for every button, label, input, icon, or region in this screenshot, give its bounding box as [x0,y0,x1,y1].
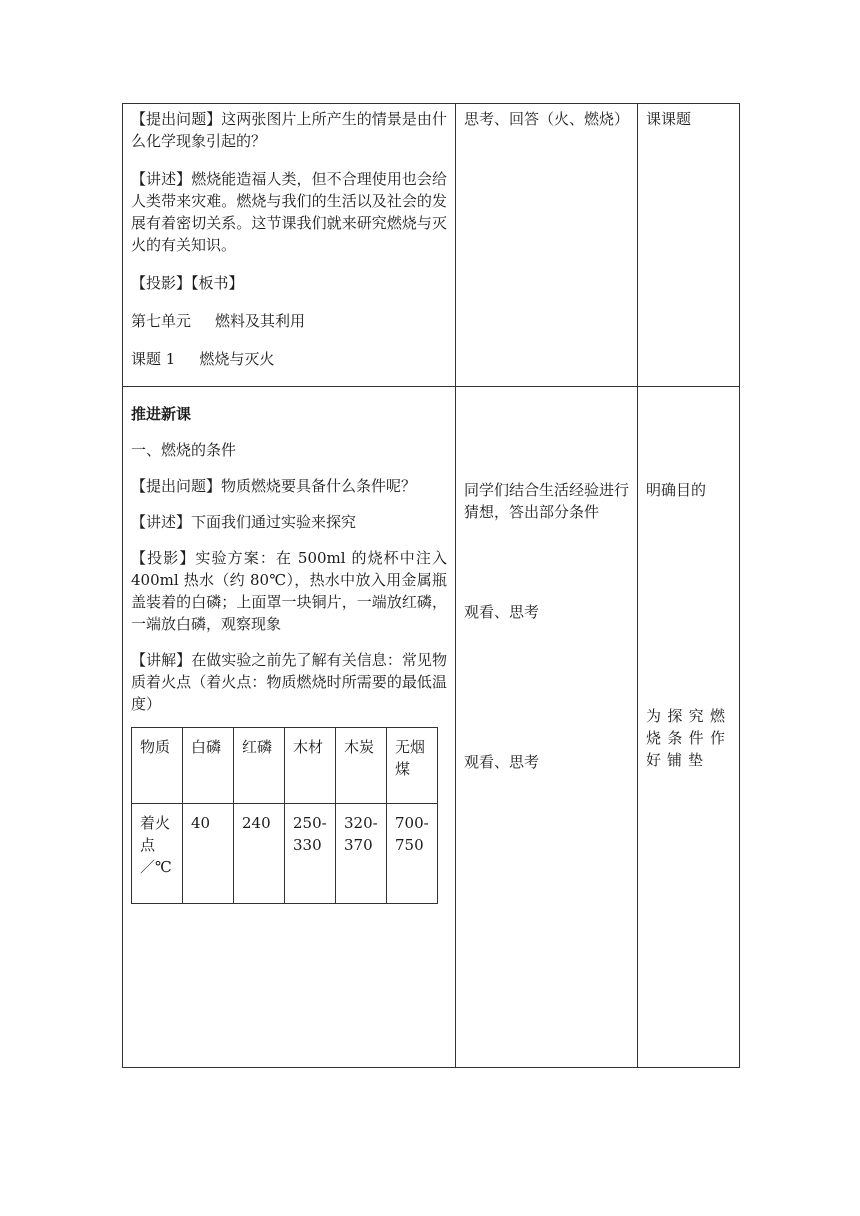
ignition-point-table [131,727,438,904]
question-paragraph: 【提出问题】物质燃烧要具备什么条件呢？ [131,477,417,495]
lesson-table [122,103,740,1068]
table-cell: 40 [183,804,234,904]
table-cell: 700-750 [387,804,438,904]
topic-number: 课题 1 [131,350,176,368]
table-row [132,728,438,804]
table-row [123,387,740,1068]
student-response: 观看、思考 [464,603,540,621]
narration-paragraph: 【讲述】下面我们通过实验来探究 [131,513,357,531]
teacher-activity-cell [123,387,456,1068]
table-header-cell: 无烟煤 [387,728,438,804]
table-cell: 240 [234,804,285,904]
explanation-paragraph: 【讲解】在做实验之前先了解有关信息：常见物质着火点（着火点：物质燃烧时所需要的最低温度） [131,651,447,713]
purpose-text: 为探究燃烧条件作好铺垫 [646,707,731,769]
table-header-cell: 木材 [285,728,336,804]
table-cell: 320-370 [336,804,387,904]
purpose-text: 课课题 [646,110,692,128]
lesson-plan [122,103,738,1068]
teacher-activity-cell [123,104,456,387]
topic-title [131,348,447,370]
student-response: 观看、思考 [464,753,540,771]
unit-name: 燃料及其利用 [215,312,306,330]
table-header-cell: 木炭 [336,728,387,804]
narration-paragraph: 【讲述】燃烧能造福人类，但不合理使用也会给人类带来灾难。燃烧与我们的生活以及社会的发展有着密切关系。这节课我们就来研究燃烧与灭火的有关知识。 [131,170,447,254]
purpose-cell [638,104,740,387]
student-response: 思考、回答（火、燃烧） [464,110,630,128]
purpose-cell [638,387,740,1068]
table-header-cell: 红磷 [234,728,285,804]
table-cell: 250-330 [285,804,336,904]
question-paragraph: 【提出问题】这两张图片上所产生的情景是由什么化学现象引起的？ [131,110,447,150]
section-heading: 推进新课 [131,405,192,423]
table-row [123,104,740,387]
unit-number: 第七单元 [131,312,192,330]
table-row [132,804,438,904]
purpose-text: 明确目的 [646,481,707,499]
student-activity-cell [456,387,638,1068]
projection-label: 【投影】【板书】 [131,274,244,292]
section-title: 一、燃烧的条件 [131,441,237,459]
unit-title [131,310,447,332]
student-response: 同学们结合生活经验进行猜想，答出部分条件 [464,481,630,521]
table-header-cell: 白磷 [183,728,234,804]
student-activity-cell [456,104,638,387]
topic-name: 燃烧与灭火 [199,350,275,368]
experiment-plan: 【投影】实验方案：在 500ml 的烧杯中注入 400ml 热水（约 80℃），热水中放入用金属瓶盖装着的白磷；上面罩一块铜片，一端放红磷，一端放白磷，观察现象 [131,549,447,633]
table-header-cell: 物质 [132,728,183,804]
table-row-label: 着火点／℃ [132,804,183,904]
